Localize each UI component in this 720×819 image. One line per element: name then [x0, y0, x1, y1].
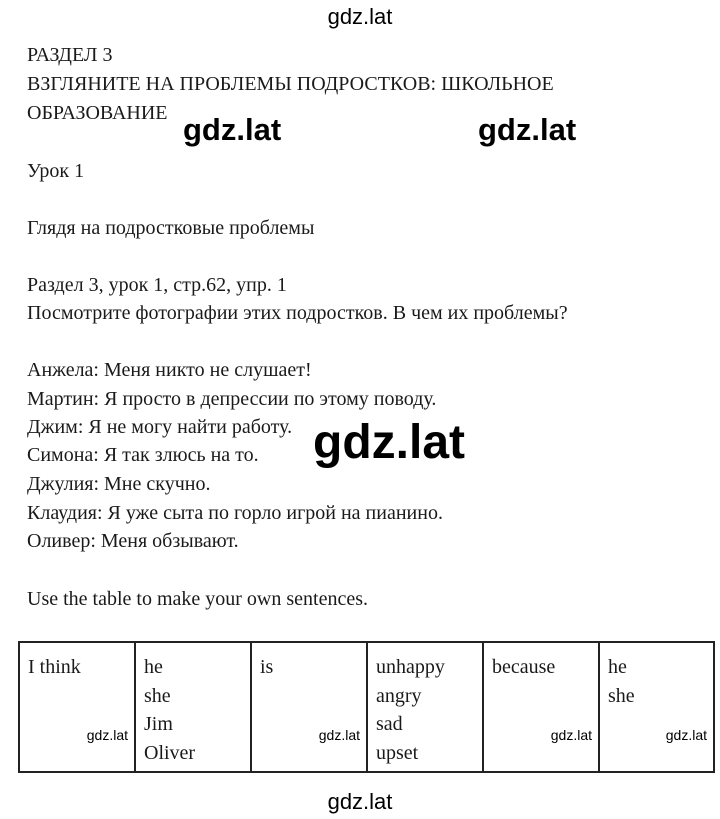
table-cell-verb: [251, 642, 367, 772]
exercise-instruction: Посмотрите фотографии этих подростков. В чем их проблемы?: [27, 302, 568, 324]
statement-angela: Анжела: Меня никто не слушает!: [27, 359, 312, 381]
table-cell-pronouns: [599, 642, 714, 772]
statement-julia: Джулия: Мне скучно.: [27, 473, 211, 495]
lesson-title: Глядя на подростковые проблемы: [27, 217, 315, 239]
table-word: is: [260, 656, 274, 678]
table-cell-adjectives: [367, 642, 483, 772]
table-word: upset: [376, 741, 419, 764]
section-heading: РАЗДЕЛ 3: [27, 44, 113, 66]
statement-claudia: Клаудия: Я уже сыта по горло игрой на пианино.: [27, 502, 443, 524]
lesson-number: Урок 1: [27, 160, 85, 182]
cell-watermark: gdz.lat: [550, 726, 592, 743]
table-word: he: [608, 656, 627, 678]
statement-martin: Мартин: Я просто в депрессии по этому поводу.: [27, 388, 437, 410]
table-word: because: [492, 656, 556, 678]
statement-simona: Симона: Я так злюсь на то.: [27, 444, 259, 466]
watermark-bottom: gdz.lat: [327, 789, 393, 814]
table-word: sad: [376, 713, 403, 735]
table-word: Jim: [144, 713, 173, 735]
watermark-mid-left: gdz.lat: [183, 112, 282, 147]
watermark-mid-right: gdz.lat: [478, 112, 577, 147]
table-word: she: [144, 684, 171, 707]
cell-watermark: gdz.lat: [86, 726, 128, 743]
cell-watermark: gdz.lat: [665, 726, 707, 743]
table-word: unhappy: [376, 656, 445, 678]
section-title-line2: ОБРАЗОВАНИЕ: [27, 102, 168, 124]
watermark-top: gdz.lat: [327, 4, 393, 29]
section-title-line1: ВЗГЛЯНИТЕ НА ПРОБЛЕМЫ ПОДРОСТКОВ: ШКОЛЬНОЕ: [27, 73, 554, 95]
statement-oliver: Оливер: Меня обзывают.: [27, 530, 239, 552]
table-word: he: [144, 656, 163, 678]
sentence-table: [18, 641, 715, 773]
cell-watermark: gdz.lat: [318, 726, 360, 743]
exercise-reference: Раздел 3, урок 1, стр.62, упр. 1: [27, 274, 287, 296]
table-word: I think: [28, 656, 81, 678]
table-cell-conjunction: [483, 642, 599, 772]
table-cell-subject-intro: [19, 642, 135, 772]
watermark-big: gdz.lat: [313, 416, 465, 469]
statement-jim: Джим: Я не могу найти работу.: [27, 416, 293, 438]
table-word: Oliver: [144, 741, 196, 764]
table-cell-subjects: [135, 642, 251, 772]
table-word: she: [608, 684, 635, 707]
table-word: angry: [376, 684, 422, 707]
table-prompt: Use the table to make your own sentences.: [27, 588, 369, 610]
